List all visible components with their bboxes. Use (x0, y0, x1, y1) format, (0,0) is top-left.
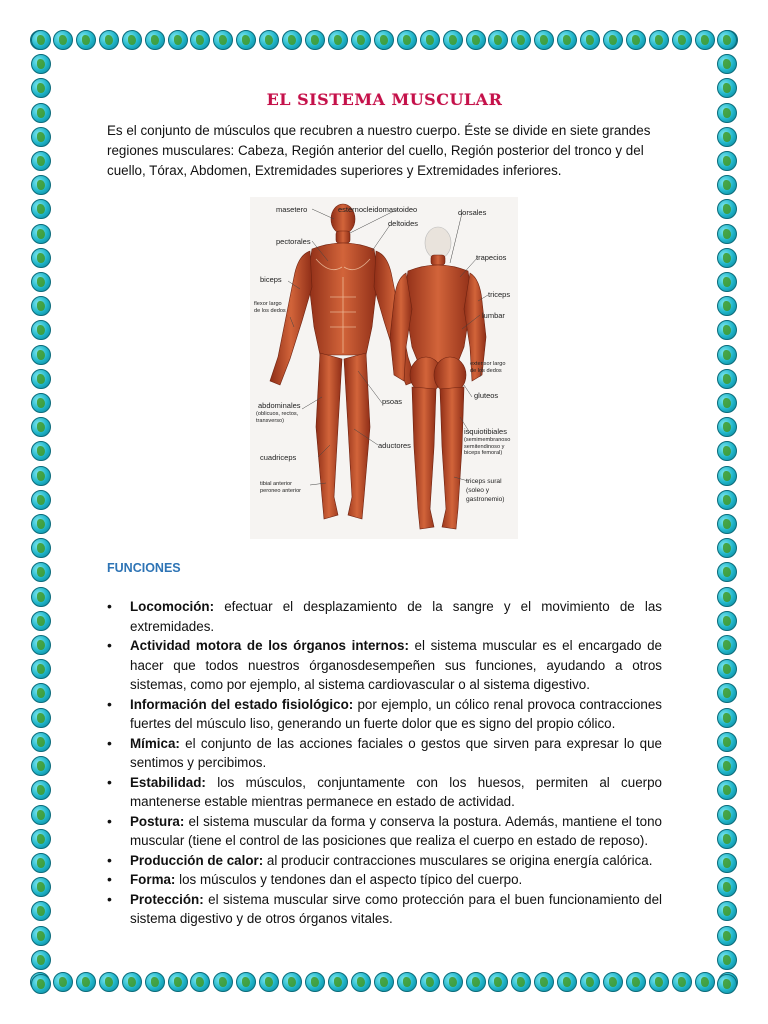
globe-icon (420, 972, 440, 992)
globe-icon (145, 30, 165, 50)
globe-icon (31, 780, 51, 800)
globe-icon (236, 30, 256, 50)
section-heading-funciones: FUNCIONES (107, 561, 181, 575)
globe-icon (122, 972, 142, 992)
globe-icon (99, 972, 119, 992)
globe-icon (717, 611, 737, 631)
function-text: el sistema muscular da forma y conserva la postura. Además, mantiene el tono muscular (tiene el control de las posiciones que realiza el cuerpo en estado de reposo). (130, 813, 662, 848)
function-term: Postura: (130, 813, 185, 829)
globe-icon (511, 972, 531, 992)
globe-icon (717, 199, 737, 219)
globe-icon (649, 30, 669, 50)
label-cuadriceps: cuadriceps (260, 453, 297, 462)
globe-icon (717, 54, 737, 74)
globe-icon (31, 877, 51, 897)
globe-icon (397, 972, 417, 992)
top-globe-border (30, 30, 738, 52)
globe-icon (626, 30, 646, 50)
globe-icon (53, 30, 73, 50)
globe-icon (31, 175, 51, 195)
function-term: Locomoción: (130, 599, 215, 614)
function-item (107, 851, 662, 871)
globe-icon (31, 732, 51, 752)
globe-icon (626, 972, 646, 992)
function-text: el sistema muscular sirve como protección para el buen funcionamiento del sistema digestivo y de otros órganos vitales. (130, 891, 662, 926)
label-masetero: masetero (276, 205, 308, 214)
label-isquiotibiales-sub: (semimembranoso semitendinoso y biceps femoral) (464, 437, 511, 456)
globe-icon (717, 103, 737, 123)
globe-icon (717, 30, 737, 50)
globe-icon (717, 296, 737, 316)
globe-icon (122, 30, 142, 50)
label-triceps-sural: triceps sural (soleo y gastronemio) (466, 478, 505, 503)
globe-icon (31, 78, 51, 98)
globe-icon (717, 441, 737, 461)
globe-icon (717, 127, 737, 147)
label-gluteos: gluteos (474, 391, 499, 400)
globe-icon (695, 30, 715, 50)
globe-icon (31, 296, 51, 316)
function-term: Mímica: (130, 735, 180, 751)
globe-icon (31, 272, 51, 292)
globe-icon (511, 30, 531, 50)
globe-icon (534, 30, 554, 50)
globe-icon (31, 224, 51, 244)
globe-icon (717, 562, 737, 582)
globe-icon (717, 877, 737, 897)
globe-icon (31, 659, 51, 679)
label-biceps: biceps (260, 275, 282, 284)
globe-icon (31, 974, 51, 994)
globe-icon (717, 659, 737, 679)
globe-icon (717, 635, 737, 655)
globe-icon (236, 972, 256, 992)
globe-icon (328, 30, 348, 50)
globe-icon (649, 972, 669, 992)
label-flexor: flexor largo de los dedos (254, 301, 286, 314)
globe-icon (717, 950, 737, 970)
function-item (107, 636, 662, 695)
label-extensor: extensor largo de los dedos (470, 361, 506, 374)
globe-icon (31, 926, 51, 946)
globe-icon (31, 562, 51, 582)
globe-icon (466, 30, 486, 50)
globe-icon (31, 441, 51, 461)
right-globe-border (716, 30, 738, 994)
globe-icon (466, 972, 486, 992)
label-triceps: triceps (488, 290, 511, 299)
label-psoas: psoas (382, 397, 403, 406)
globe-icon (168, 972, 188, 992)
globe-icon (31, 417, 51, 437)
label-abdominales: abdominales (258, 401, 301, 410)
globe-icon (580, 972, 600, 992)
globe-icon (717, 853, 737, 873)
globe-icon (557, 30, 577, 50)
globe-icon (31, 199, 51, 219)
globe-icon (31, 538, 51, 558)
globe-icon (31, 901, 51, 921)
globe-icon (717, 805, 737, 825)
globe-icon (168, 30, 188, 50)
globe-icon (603, 972, 623, 992)
globe-icon (717, 393, 737, 413)
globe-icon (534, 972, 554, 992)
globe-icon (31, 756, 51, 776)
function-text: los músculos y tendones dan el aspecto típico del cuerpo. (175, 872, 523, 887)
globe-icon (717, 732, 737, 752)
label-isquiotibiales: isquiotibiales (464, 427, 507, 436)
label-dorsales: dorsales (458, 208, 487, 217)
globe-icon (31, 635, 51, 655)
globe-icon (351, 972, 371, 992)
globe-icon (190, 30, 210, 50)
intro-paragraph: Es el conjunto de músculos que recubren a nuestro cuerpo. Éste se divide en siete grandes regiones musculares: Cabeza, Región anterior del cuello, Región posterior del tronco y del cuello, Tórax, Abdomen, Extremidades superiores y Extremidades inferiores. (107, 123, 651, 178)
globe-icon (717, 151, 737, 171)
globe-icon (76, 972, 96, 992)
document-page (107, 90, 662, 929)
globe-icon (717, 272, 737, 292)
function-text: efectuar el desplazamiento de la sangre y el movimiento de las extremidades. (130, 599, 662, 634)
globe-icon (259, 30, 279, 50)
label-abdominales-sub: (oblicuos, rectos, transverso) (256, 411, 299, 424)
globe-icon (443, 30, 463, 50)
globe-icon (717, 514, 737, 534)
globe-icon (717, 756, 737, 776)
globe-icon (31, 248, 51, 268)
globe-icon (717, 320, 737, 340)
function-item (107, 597, 662, 636)
globe-icon (31, 611, 51, 631)
globe-icon (603, 30, 623, 50)
globe-icon (717, 345, 737, 365)
function-item (107, 695, 662, 734)
globe-icon (717, 780, 737, 800)
globe-icon (53, 972, 73, 992)
globe-icon (717, 224, 737, 244)
globe-icon (717, 708, 737, 728)
globe-icon (305, 30, 325, 50)
globe-icon (717, 901, 737, 921)
function-text: el conjunto de las acciones faciales o gestos que sirven para expresar lo que sentimos y percibimos. (130, 735, 662, 770)
globe-icon (31, 54, 51, 74)
globe-icon (717, 248, 737, 268)
globe-icon (717, 829, 737, 849)
label-trapecios: trapecios (476, 253, 507, 262)
globe-icon (351, 30, 371, 50)
bottom-globe-border (30, 972, 738, 994)
globe-icon (672, 972, 692, 992)
globe-icon (717, 466, 737, 486)
globe-icon (31, 127, 51, 147)
function-item (107, 773, 662, 812)
globe-icon (31, 514, 51, 534)
globe-icon (717, 417, 737, 437)
globe-icon (99, 30, 119, 50)
globe-icon (695, 972, 715, 992)
globe-icon (31, 490, 51, 510)
function-text: los músculos, conjuntamente con los huesos, permiten al cuerpo mantenerse estable mientras permanece en estado de actividad. (130, 774, 662, 809)
globe-icon (672, 30, 692, 50)
label-aductores: aductores (378, 441, 411, 450)
globe-icon (76, 30, 96, 50)
page-title: EL SISTEMA MUSCULAR (266, 90, 503, 109)
globe-icon (31, 683, 51, 703)
globe-icon (31, 587, 51, 607)
label-pectorales: pectorales (276, 237, 311, 246)
globe-icon (443, 972, 463, 992)
globe-icon (717, 974, 737, 994)
globe-icon (328, 972, 348, 992)
globe-icon (488, 972, 508, 992)
globe-icon (259, 972, 279, 992)
globe-icon (282, 972, 302, 992)
globe-icon (305, 972, 325, 992)
globe-icon (557, 972, 577, 992)
label-tibial: tibial anterior peroneo anterior (260, 481, 302, 494)
function-item (107, 890, 662, 929)
function-item (107, 870, 662, 890)
muscular-system-figure (250, 197, 518, 539)
globe-icon (31, 369, 51, 389)
globe-icon (717, 683, 737, 703)
function-text: el sistema muscular es el encargado de hacer que todos nuestros órganosdesempeñen sus funciones, ayudando a otros sistemas, como por ejemplo, al sistema cardiovascular o al sistema digestivo. (130, 638, 662, 692)
globe-icon (31, 829, 51, 849)
function-term: Información del estado fisiológico: (130, 696, 354, 712)
globe-icon (717, 926, 737, 946)
left-globe-border (30, 30, 52, 994)
globe-icon (397, 30, 417, 50)
globe-icon (31, 320, 51, 340)
globe-icon (31, 950, 51, 970)
globe-icon (31, 393, 51, 413)
globe-icon (213, 30, 233, 50)
globe-icon (717, 490, 737, 510)
globe-icon (717, 538, 737, 558)
function-term: Forma: (130, 872, 176, 887)
function-term: Estabilidad: (130, 774, 206, 790)
globe-icon (717, 369, 737, 389)
globe-icon (31, 103, 51, 123)
globe-icon (717, 78, 737, 98)
globe-icon (420, 30, 440, 50)
globe-icon (31, 853, 51, 873)
globe-icon (282, 30, 302, 50)
globe-icon (31, 30, 51, 50)
globe-icon (31, 708, 51, 728)
globe-icon (580, 30, 600, 50)
globe-icon (31, 466, 51, 486)
globe-icon (190, 972, 210, 992)
globe-icon (31, 805, 51, 825)
function-text: al producir contracciones musculares se origina energía calórica. (263, 852, 653, 868)
function-text: por ejemplo, un cólico renal provoca contracciones fuertes del músculo liso, generando un fuerte dolor que es signo del propio cólico. (130, 696, 662, 731)
label-lumbar: lumbar (482, 311, 505, 320)
globe-icon (213, 972, 233, 992)
globe-icon (717, 587, 737, 607)
globe-icon (145, 972, 165, 992)
label-deltoides: deltoides (388, 219, 419, 228)
function-item (107, 812, 662, 851)
globe-icon (31, 345, 51, 365)
globe-icon (374, 30, 394, 50)
globe-icon (717, 175, 737, 195)
functions-list (107, 597, 662, 929)
label-esternocleidomastoideo: esternocleidomastoideo (338, 205, 418, 214)
globe-icon (31, 151, 51, 171)
globe-icon (374, 972, 394, 992)
function-term: Protección: (130, 891, 204, 907)
function-term: Producción de calor: (130, 852, 264, 868)
globe-icon (488, 30, 508, 50)
function-item (107, 734, 662, 773)
function-term: Actividad motora de los órganos internos: (130, 638, 409, 653)
